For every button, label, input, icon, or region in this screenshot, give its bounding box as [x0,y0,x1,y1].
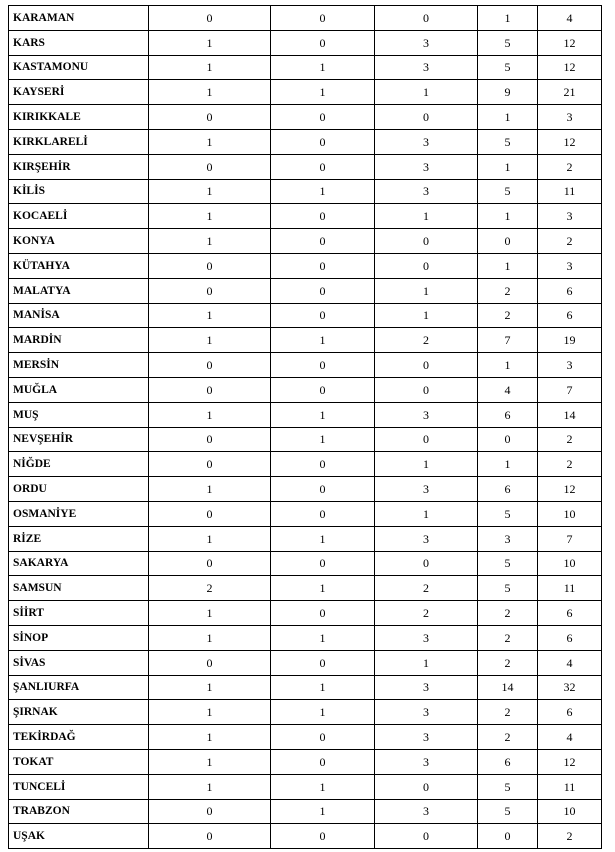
value-cell-5: 32 [538,675,602,700]
value-cell-3: 0 [375,105,478,130]
value-cell-2: 1 [271,799,375,824]
province-name-cell: SİVAS [9,650,149,675]
value-cell-5: 2 [538,229,602,254]
value-cell-3: 0 [375,774,478,799]
value-cell-5: 12 [538,55,602,80]
table-row [9,427,602,452]
value-cell-5: 3 [538,105,602,130]
value-cell-1: 1 [149,30,271,55]
table-row [9,253,602,278]
value-cell-3: 0 [375,551,478,576]
table-row [9,452,602,477]
value-cell-5: 12 [538,129,602,154]
province-name-cell: SAKARYA [9,551,149,576]
province-name-cell: RİZE [9,526,149,551]
value-cell-1: 1 [149,601,271,626]
value-cell-5: 12 [538,477,602,502]
value-cell-2: 1 [271,427,375,452]
province-name-cell: KOCAELİ [9,204,149,229]
value-cell-2: 0 [271,6,375,31]
table-row [9,551,602,576]
province-name-cell: KÜTAHYA [9,253,149,278]
value-cell-4: 2 [478,725,538,750]
value-cell-4: 6 [478,477,538,502]
value-cell-3: 0 [375,253,478,278]
value-cell-4: 2 [478,700,538,725]
value-cell-3: 1 [375,80,478,105]
value-cell-1: 1 [149,402,271,427]
province-name-cell: UŞAK [9,824,149,849]
province-name-cell: MARDİN [9,328,149,353]
value-cell-1: 0 [149,377,271,402]
value-cell-5: 12 [538,749,602,774]
value-cell-4: 5 [478,55,538,80]
value-cell-1: 0 [149,278,271,303]
value-cell-4: 0 [478,427,538,452]
value-cell-4: 7 [478,328,538,353]
table-row [9,501,602,526]
value-cell-1: 1 [149,129,271,154]
table-row [9,477,602,502]
value-cell-5: 11 [538,774,602,799]
value-cell-3: 2 [375,576,478,601]
value-cell-1: 0 [149,551,271,576]
table-row [9,650,602,675]
table-row [9,601,602,626]
value-cell-5: 2 [538,452,602,477]
value-cell-1: 0 [149,501,271,526]
value-cell-5: 7 [538,377,602,402]
value-cell-4: 3 [478,526,538,551]
value-cell-2: 1 [271,625,375,650]
value-cell-1: 0 [149,427,271,452]
province-name-cell: NEVŞEHİR [9,427,149,452]
table-row [9,179,602,204]
table-row [9,377,602,402]
value-cell-4: 5 [478,576,538,601]
value-cell-2: 0 [271,601,375,626]
value-cell-1: 0 [149,650,271,675]
value-cell-2: 1 [271,402,375,427]
value-cell-3: 0 [375,377,478,402]
value-cell-5: 6 [538,601,602,626]
value-cell-2: 0 [271,154,375,179]
value-cell-4: 2 [478,601,538,626]
value-cell-5: 2 [538,824,602,849]
value-cell-3: 1 [375,278,478,303]
value-cell-2: 0 [271,824,375,849]
table-row [9,576,602,601]
value-cell-5: 14 [538,402,602,427]
value-cell-4: 9 [478,80,538,105]
province-name-cell: KARS [9,30,149,55]
province-name-cell: KONYA [9,229,149,254]
province-name-cell: ŞIRNAK [9,700,149,725]
value-cell-4: 14 [478,675,538,700]
value-cell-4: 1 [478,105,538,130]
value-cell-5: 3 [538,353,602,378]
value-cell-2: 0 [271,377,375,402]
value-cell-2: 0 [271,278,375,303]
value-cell-2: 0 [271,749,375,774]
value-cell-5: 4 [538,6,602,31]
table-row [9,353,602,378]
value-cell-1: 1 [149,303,271,328]
table-row [9,402,602,427]
value-cell-5: 12 [538,30,602,55]
value-cell-5: 3 [538,253,602,278]
value-cell-2: 0 [271,725,375,750]
value-cell-3: 1 [375,501,478,526]
value-cell-5: 11 [538,576,602,601]
value-cell-4: 1 [478,6,538,31]
value-cell-5: 10 [538,501,602,526]
value-cell-5: 6 [538,278,602,303]
value-cell-3: 3 [375,30,478,55]
value-cell-5: 2 [538,154,602,179]
value-cell-4: 0 [478,824,538,849]
value-cell-2: 0 [271,204,375,229]
value-cell-3: 2 [375,601,478,626]
province-name-cell: ŞANLIURFA [9,675,149,700]
value-cell-4: 1 [478,452,538,477]
value-cell-4: 5 [478,501,538,526]
value-cell-2: 0 [271,650,375,675]
table-row [9,675,602,700]
province-name-cell: MERSİN [9,353,149,378]
value-cell-1: 1 [149,526,271,551]
table-row [9,799,602,824]
value-cell-2: 0 [271,501,375,526]
value-cell-5: 3 [538,204,602,229]
value-cell-4: 5 [478,179,538,204]
value-cell-4: 5 [478,799,538,824]
value-cell-2: 0 [271,353,375,378]
province-name-cell: NİĞDE [9,452,149,477]
value-cell-5: 21 [538,80,602,105]
value-cell-1: 1 [149,774,271,799]
value-cell-1: 1 [149,477,271,502]
value-cell-2: 0 [271,30,375,55]
value-cell-2: 0 [271,477,375,502]
value-cell-5: 6 [538,625,602,650]
value-cell-5: 4 [538,650,602,675]
value-cell-1: 0 [149,799,271,824]
value-cell-3: 3 [375,402,478,427]
value-cell-4: 5 [478,129,538,154]
value-cell-1: 1 [149,700,271,725]
value-cell-2: 0 [271,229,375,254]
value-cell-2: 1 [271,700,375,725]
value-cell-4: 5 [478,30,538,55]
value-cell-4: 2 [478,278,538,303]
province-name-cell: MALATYA [9,278,149,303]
province-name-cell: TRABZON [9,799,149,824]
province-name-cell: KIRKLARELİ [9,129,149,154]
value-cell-1: 2 [149,576,271,601]
province-name-cell: TUNCELİ [9,774,149,799]
value-cell-3: 3 [375,154,478,179]
value-cell-5: 6 [538,700,602,725]
value-cell-1: 0 [149,452,271,477]
value-cell-3: 0 [375,427,478,452]
value-cell-5: 2 [538,427,602,452]
value-cell-1: 0 [149,6,271,31]
value-cell-2: 0 [271,129,375,154]
value-cell-3: 3 [375,700,478,725]
province-name-cell: KAYSERİ [9,80,149,105]
value-cell-4: 5 [478,551,538,576]
value-cell-3: 3 [375,799,478,824]
value-cell-3: 0 [375,824,478,849]
table-row [9,328,602,353]
province-name-cell: KIRŞEHİR [9,154,149,179]
value-cell-1: 0 [149,353,271,378]
value-cell-3: 3 [375,725,478,750]
table-row [9,278,602,303]
value-cell-4: 2 [478,625,538,650]
table-row [9,105,602,130]
province-name-cell: TOKAT [9,749,149,774]
value-cell-5: 7 [538,526,602,551]
value-cell-3: 2 [375,328,478,353]
table-row [9,725,602,750]
value-cell-3: 1 [375,650,478,675]
value-cell-4: 1 [478,353,538,378]
value-cell-2: 1 [271,526,375,551]
value-cell-1: 1 [149,675,271,700]
table-row [9,204,602,229]
value-cell-2: 0 [271,253,375,278]
province-name-cell: SİNOP [9,625,149,650]
value-cell-2: 0 [271,303,375,328]
value-cell-3: 3 [375,129,478,154]
value-cell-5: 19 [538,328,602,353]
value-cell-5: 6 [538,303,602,328]
province-name-cell: OSMANİYE [9,501,149,526]
value-cell-1: 1 [149,625,271,650]
province-name-cell: SİİRT [9,601,149,626]
value-cell-3: 3 [375,526,478,551]
table-row [9,229,602,254]
value-cell-4: 6 [478,749,538,774]
value-cell-2: 1 [271,55,375,80]
value-cell-2: 0 [271,105,375,130]
value-cell-3: 1 [375,204,478,229]
province-name-cell: KIRIKKALE [9,105,149,130]
value-cell-3: 1 [375,303,478,328]
value-cell-1: 1 [149,229,271,254]
value-cell-5: 4 [538,725,602,750]
province-name-cell: MUŞ [9,402,149,427]
table-body [9,6,602,849]
value-cell-4: 6 [478,402,538,427]
table-row [9,80,602,105]
value-cell-1: 1 [149,725,271,750]
value-cell-4: 4 [478,377,538,402]
table-row [9,774,602,799]
value-cell-2: 1 [271,576,375,601]
value-cell-5: 11 [538,179,602,204]
value-cell-2: 1 [271,774,375,799]
value-cell-3: 3 [375,625,478,650]
value-cell-1: 0 [149,824,271,849]
value-cell-1: 0 [149,154,271,179]
value-cell-5: 10 [538,551,602,576]
value-cell-1: 0 [149,253,271,278]
value-cell-1: 1 [149,204,271,229]
table-row [9,55,602,80]
value-cell-3: 3 [375,179,478,204]
value-cell-3: 0 [375,229,478,254]
value-cell-2: 0 [271,551,375,576]
value-cell-1: 1 [149,328,271,353]
value-cell-5: 10 [538,799,602,824]
value-cell-4: 5 [478,774,538,799]
value-cell-3: 1 [375,452,478,477]
table-row [9,6,602,31]
value-cell-3: 0 [375,6,478,31]
province-name-cell: SAMSUN [9,576,149,601]
table-row [9,129,602,154]
value-cell-1: 1 [149,749,271,774]
value-cell-3: 0 [375,353,478,378]
value-cell-2: 1 [271,328,375,353]
value-cell-3: 3 [375,749,478,774]
province-name-cell: KARAMAN [9,6,149,31]
province-name-cell: KASTAMONU [9,55,149,80]
province-name-cell: KİLİS [9,179,149,204]
value-cell-2: 1 [271,179,375,204]
table-row [9,824,602,849]
value-cell-3: 3 [375,55,478,80]
value-cell-1: 0 [149,105,271,130]
value-cell-4: 1 [478,154,538,179]
value-cell-4: 2 [478,650,538,675]
table-row [9,749,602,774]
value-cell-2: 0 [271,452,375,477]
table-row [9,625,602,650]
value-cell-4: 2 [478,303,538,328]
value-cell-3: 3 [375,477,478,502]
value-cell-2: 1 [271,675,375,700]
value-cell-1: 1 [149,80,271,105]
value-cell-4: 1 [478,253,538,278]
value-cell-4: 1 [478,204,538,229]
value-cell-2: 1 [271,80,375,105]
table-row [9,700,602,725]
table-row [9,526,602,551]
province-name-cell: TEKİRDAĞ [9,725,149,750]
value-cell-1: 1 [149,179,271,204]
value-cell-1: 1 [149,55,271,80]
table-row [9,30,602,55]
province-name-cell: ORDU [9,477,149,502]
table-row [9,303,602,328]
value-cell-3: 3 [375,675,478,700]
province-name-cell: MUĞLA [9,377,149,402]
province-data-table [8,5,602,849]
value-cell-4: 0 [478,229,538,254]
table-row [9,154,602,179]
province-name-cell: MANİSA [9,303,149,328]
